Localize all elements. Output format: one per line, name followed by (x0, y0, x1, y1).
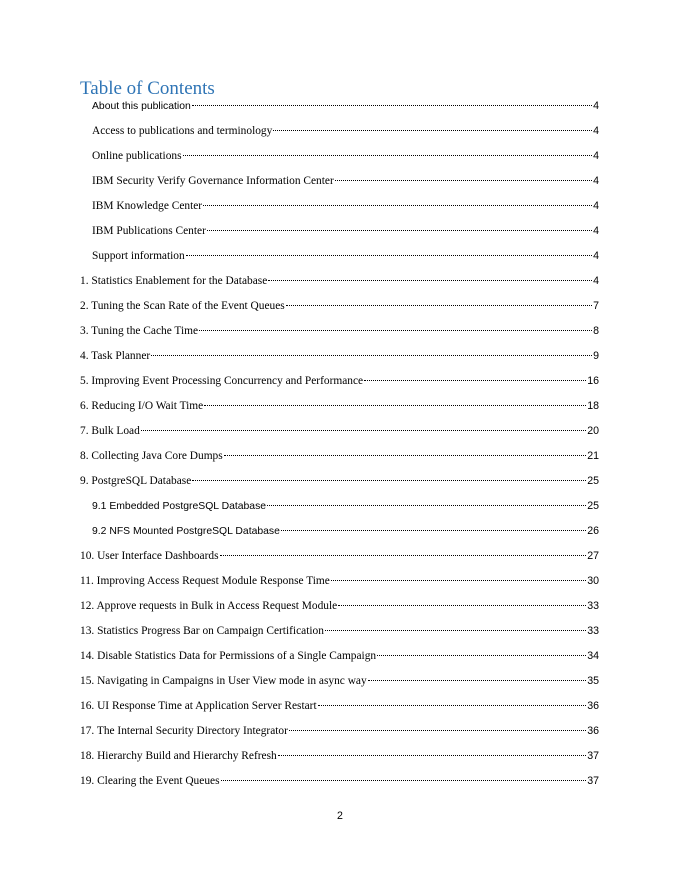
toc-dot-leader (186, 255, 592, 256)
toc-dot-leader (278, 755, 586, 756)
toc-title: Table of Contents (80, 78, 215, 99)
toc-entry-label: 16. UI Response Time at Application Server Restart (80, 700, 317, 712)
toc-entry-page-number: 4 (593, 150, 599, 162)
toc-entry-page-number: 27 (587, 550, 599, 562)
toc-entry-label: 5. Improving Event Processing Concurrency and Performance (80, 375, 364, 387)
toc-entry[interactable] (92, 150, 599, 168)
toc-dot-leader (368, 680, 587, 681)
toc-entry-page-number: 34 (587, 650, 599, 662)
toc-entry-page-number: 35 (587, 675, 599, 687)
toc-dot-leader (267, 505, 586, 506)
toc-entry-page-number: 36 (587, 725, 599, 737)
toc-entry[interactable] (80, 675, 599, 693)
toc-entry-page-number: 4 (593, 275, 599, 287)
toc-entry-page-number: 8 (593, 325, 599, 337)
toc-entry[interactable] (92, 100, 599, 118)
toc-entry-label: 4. Task Planner (80, 350, 151, 362)
toc-entry-label: 19. Clearing the Event Queues (80, 775, 220, 787)
toc-entry-label: IBM Knowledge Center (92, 200, 203, 212)
toc-entry-page-number: 33 (587, 600, 599, 612)
toc-entry-label: IBM Publications Center (92, 225, 206, 237)
toc-entry[interactable] (80, 550, 599, 568)
toc-dot-leader (183, 155, 593, 156)
toc-entry[interactable] (80, 725, 599, 743)
toc-entry-page-number: 18 (587, 400, 599, 412)
toc-entry-label: 13. Statistics Progress Bar on Campaign Certification (80, 625, 324, 637)
toc-entry[interactable] (80, 400, 599, 418)
toc-dot-leader (224, 455, 587, 456)
page-number: 2 (337, 810, 343, 822)
toc-entry-page-number: 21 (587, 450, 599, 462)
toc-entry[interactable] (80, 750, 599, 768)
toc-dot-leader (325, 630, 586, 631)
toc-entry-label: 10. User Interface Dashboards (80, 550, 219, 562)
toc-entry[interactable] (80, 475, 599, 493)
toc-entry-page-number: 4 (593, 175, 599, 187)
toc-dot-leader (268, 280, 592, 281)
toc-entry-page-number: 36 (587, 700, 599, 712)
toc-entry-label: 7. Bulk Load (80, 425, 140, 437)
toc-entry-label: 2. Tuning the Scan Rate of the Event Queues (80, 300, 285, 312)
toc-entry-label: 9.2 NFS Mounted PostgreSQL Database (92, 526, 280, 537)
toc-entry[interactable] (80, 425, 599, 443)
toc-entry[interactable] (92, 225, 599, 243)
toc-entry[interactable] (80, 625, 599, 643)
toc-entry-page-number: 25 (587, 500, 599, 512)
toc-entry-label: Access to publications and terminology (92, 125, 273, 137)
toc-dot-leader (221, 780, 587, 781)
toc-entry[interactable] (80, 350, 599, 368)
toc-entry[interactable] (80, 775, 599, 793)
toc-entry[interactable] (80, 450, 599, 468)
toc-dot-leader (286, 305, 592, 306)
toc-entry[interactable] (92, 175, 599, 193)
toc-entry-page-number: 37 (587, 750, 599, 762)
toc-entry[interactable] (92, 250, 599, 268)
toc-dot-leader (364, 380, 586, 381)
toc-dot-leader (338, 605, 586, 606)
toc-dot-leader (281, 530, 586, 531)
toc-entry-label: Support information (92, 250, 185, 262)
toc-entry-label: 9. PostgreSQL Database (80, 475, 192, 487)
toc-entry-page-number: 20 (587, 425, 599, 437)
toc-entry-label: 18. Hierarchy Build and Hierarchy Refresh (80, 750, 277, 762)
toc-entry[interactable] (92, 125, 599, 143)
toc-entry-label: IBM Security Verify Governance Information Center (92, 175, 334, 187)
toc-entry[interactable] (80, 575, 599, 593)
toc-entry[interactable] (80, 300, 599, 318)
toc-dot-leader (151, 355, 592, 356)
toc-entry-label: Online publications (92, 150, 182, 162)
toc-entry[interactable] (92, 525, 599, 543)
toc-entry-page-number: 25 (587, 475, 599, 487)
toc-entry-page-number: 33 (587, 625, 599, 637)
toc-entry[interactable] (80, 325, 599, 343)
toc-dot-leader (377, 655, 586, 656)
toc-entry[interactable] (92, 500, 599, 518)
toc-entry-page-number: 16 (587, 375, 599, 387)
toc-entry-page-number: 4 (593, 250, 599, 262)
toc-entry-label: 17. The Internal Security Directory Integrator (80, 725, 288, 737)
toc-entry-page-number: 7 (593, 300, 599, 312)
toc-entry-label: 6. Reducing I/O Wait Time (80, 400, 204, 412)
toc-entry[interactable] (80, 700, 599, 718)
toc-entry-label: 3. Tuning the Cache Time (80, 325, 199, 337)
toc-entry-label: 8. Collecting Java Core Dumps (80, 450, 223, 462)
toc-entry[interactable] (80, 600, 599, 618)
toc-entry-label: 11. Improving Access Request Module Response Time (80, 575, 330, 587)
toc-entry-page-number: 4 (593, 125, 599, 137)
toc-entry-label: 15. Navigating in Campaigns in User View mode in async way (80, 675, 367, 687)
toc-entry-page-number: 26 (587, 525, 599, 537)
toc-entry-label: 12. Approve requests in Bulk in Access Request Module (80, 600, 338, 612)
toc-entry[interactable] (80, 375, 599, 393)
toc-dot-leader (141, 430, 586, 431)
toc-dot-leader (199, 330, 592, 331)
toc-entry-label: 1. Statistics Enablement for the Database (80, 275, 268, 287)
toc-entry[interactable] (92, 200, 599, 218)
toc-dot-leader (192, 105, 592, 106)
toc-entry-label: About this publication (92, 101, 191, 112)
toc-dot-leader (203, 205, 592, 206)
toc-entry-page-number: 37 (587, 775, 599, 787)
toc-entry-page-number: 30 (587, 575, 599, 587)
toc-entry-page-number: 4 (593, 200, 599, 212)
toc-entry[interactable] (80, 650, 599, 668)
toc-dot-leader (192, 480, 586, 481)
toc-dot-leader (331, 580, 586, 581)
toc-entry-label: 14. Disable Statistics Data for Permissions of a Single Campaign (80, 650, 377, 662)
toc-entry-label: 9.1 Embedded PostgreSQL Database (92, 501, 267, 512)
toc-entry[interactable] (80, 275, 599, 293)
toc-entry-page-number: 4 (593, 100, 599, 112)
toc-dot-leader (273, 130, 592, 131)
toc-dot-leader (204, 405, 586, 406)
toc-entry-page-number: 9 (593, 350, 599, 362)
toc-dot-leader (220, 555, 587, 556)
toc-entry-page-number: 4 (593, 225, 599, 237)
toc-dot-leader (318, 705, 587, 706)
toc-dot-leader (289, 730, 586, 731)
toc-dot-leader (335, 180, 592, 181)
toc-dot-leader (207, 230, 592, 231)
